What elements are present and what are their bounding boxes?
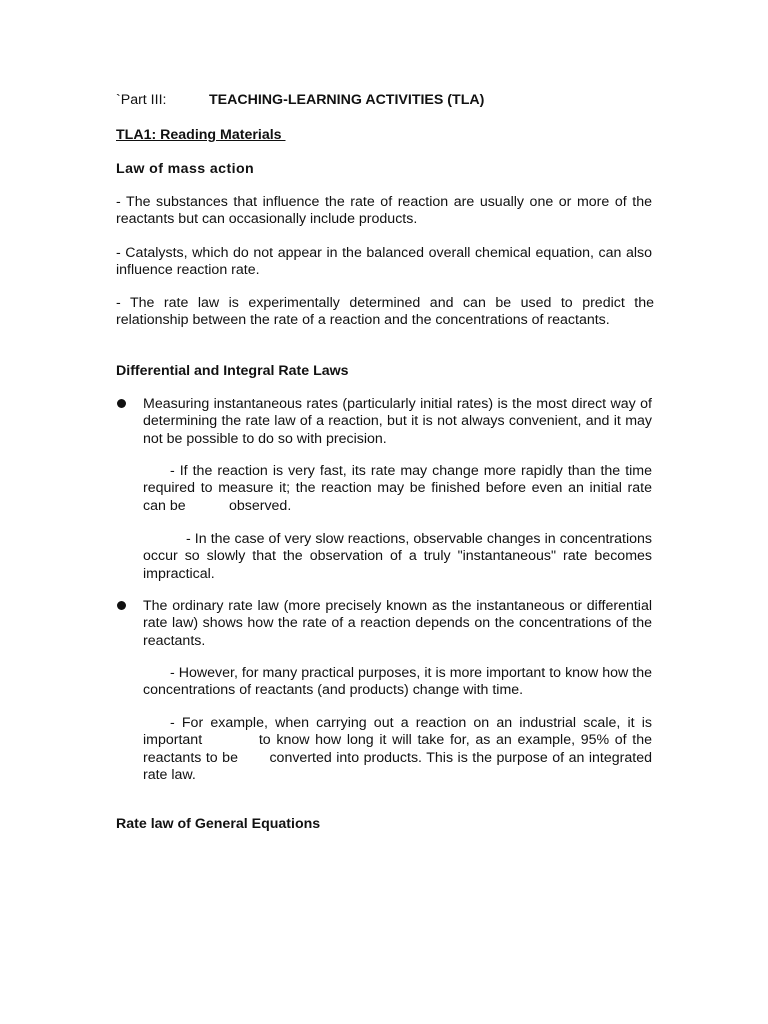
part-title: TEACHING-LEARNING ACTIVITIES (TLA) bbox=[209, 92, 485, 108]
tla1-heading: TLA1: Reading Materials bbox=[116, 127, 286, 143]
bullet-2-text: The ordinary rate law (more precisely known as the instantaneous or differential rate law) shows how the rate of a reaction depends on the concentrations of the reactants. bbox=[143, 598, 652, 649]
bullet-2-sub-1: - However, for many practical purposes, it is more important to know how the concentrations of reactants (and products) change with time. bbox=[143, 665, 664, 699]
law-of-mass-action-heading: Law of mass action bbox=[116, 161, 255, 177]
bullet-2-sub-2: - For example, when carrying out a reaction on an industrial scale, it is important to know how long it will take for, as an example, 95% of the reactants to be converted into products. This is the purpose of an integrated rate law. bbox=[143, 715, 656, 783]
bullet-1-text: Measuring instantaneous rates (particularly initial rates) is the most direct way of determining the rate law of a reaction, but it is not always convenient, and it may not be possible to do so with precision. bbox=[143, 396, 652, 447]
bullet-icon bbox=[117, 601, 126, 610]
part-label: `Part III: bbox=[116, 92, 167, 108]
bullet-1-sub-2: - In the case of very slow reactions, observable changes in concentrations occur so slowly that the observation of a truly "instantaneous" rate becomes impractical. bbox=[143, 531, 696, 582]
differential-integral-heading: Differential and Integral Rate Laws bbox=[116, 363, 349, 379]
bullet-icon bbox=[117, 399, 126, 408]
mass-action-paragraph-1: - The substances that influence the rate of reaction are usually one or more of the reactants but can occasionally include products. bbox=[116, 194, 652, 228]
bullet-1-sub-1: - If the reaction is very fast, its rate may change more rapidly than the time required to measure it; the reaction may be finished before even an initial rate can be observed. bbox=[143, 463, 720, 514]
rate-law-general-heading: Rate law of General Equations bbox=[116, 816, 321, 832]
mass-action-paragraph-2: - Catalysts, which do not appear in the balanced overall chemical equation, can also influence reaction rate. bbox=[116, 245, 652, 279]
mass-action-paragraph-3: - The rate law is experimentally determined and can be used to predict the relationship between the rate of a reaction and the concentrations of reactants. bbox=[116, 295, 654, 329]
